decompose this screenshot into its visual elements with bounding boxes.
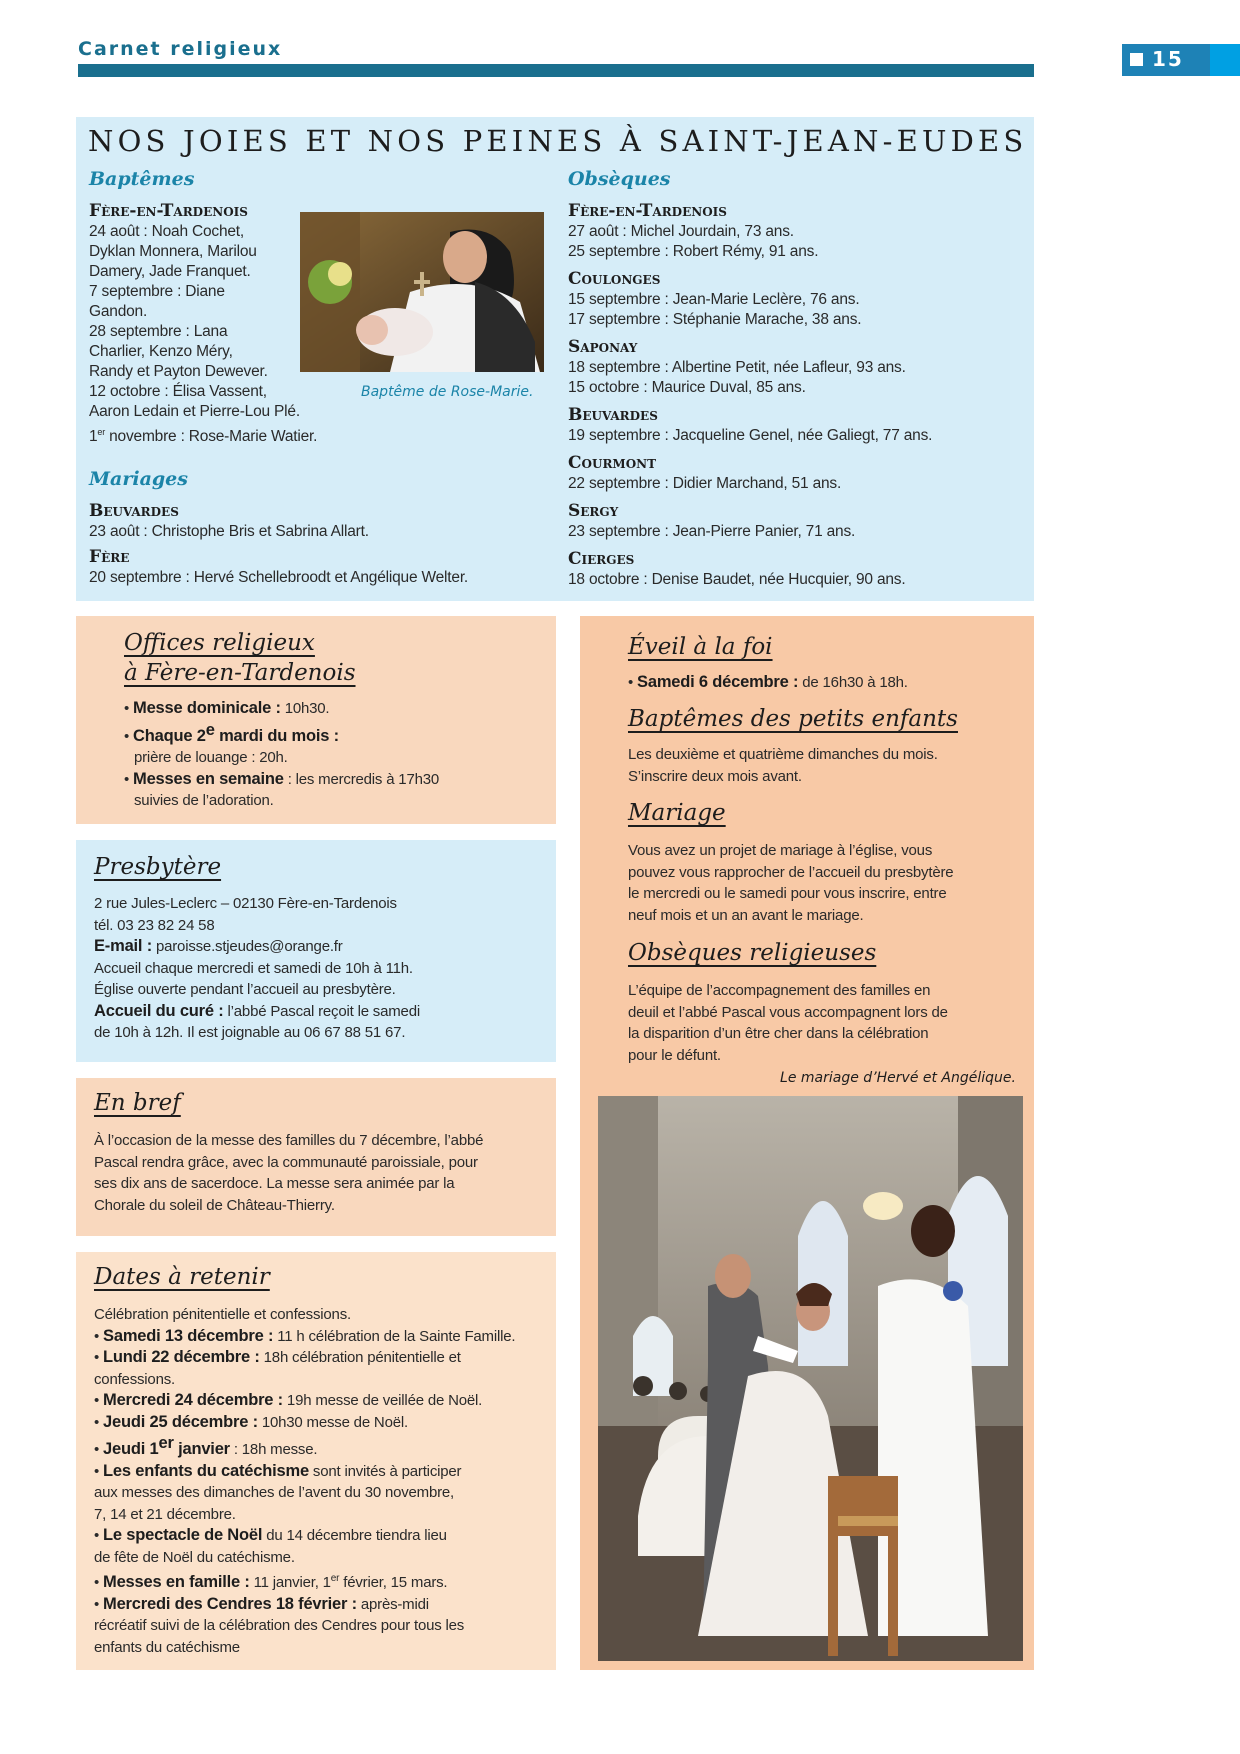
- baptemes-line: Damery, Jade Franquet.: [89, 263, 251, 280]
- baptemes-line: Randy et Payton Dewever.: [89, 363, 268, 380]
- obseques-place: Cierges: [568, 549, 635, 569]
- mariages-entry: 20 septembre : Hervé Schellebroodt et Angélique Welter.: [89, 569, 469, 586]
- dates-item: • Le spectacle de Noël du 14 décembre tiendra lieu: [94, 1526, 447, 1544]
- page-title: NOS JOIES ET NOS PEINES À SAINT-JEAN-EUDES: [88, 124, 1028, 158]
- obseques-entry: 15 septembre : Jean-Marie Leclère, 76 ans.: [568, 291, 860, 308]
- baptemes-line: 12 octobre : Élisa Vassent,: [89, 383, 267, 400]
- dates-item-detail: de fête de Noël du catéchisme.: [94, 1548, 295, 1566]
- mariage-text: Vous avez un projet de mariage à l’église, vous pouvez vous rapprocher de l’accueil du presbytère le mercredi ou le samedi pour vous inscrire, entre neuf mois et un an avant le mariage.: [628, 842, 954, 924]
- dates-intro: Célébration pénitentielle et confessions.: [94, 1306, 351, 1323]
- dates-item: • Jeudi 1er janvier : 18h messe.: [94, 1434, 318, 1458]
- presbytere-tel: tél. 03 23 82 24 58: [94, 916, 215, 934]
- mariages-list: [89, 501, 509, 588]
- obseques-list: [568, 201, 1028, 590]
- obseques-entry: 25 septembre : Robert Rémy, 91 ans.: [568, 243, 819, 260]
- baptemes-enfants-heading: Baptêmes des petits enfants: [628, 706, 958, 732]
- obseques-place: Saponay: [568, 337, 638, 357]
- eveil-heading: Éveil à la foi: [628, 634, 773, 660]
- presbytere-accueil: Accueil chaque mercredi et samedi de 10h à 11h.: [94, 959, 413, 977]
- baptemes-line: Gandon.: [89, 303, 148, 320]
- dates-item-detail: 7, 14 et 21 décembre.: [94, 1505, 236, 1523]
- page-number-badge: [1122, 44, 1240, 76]
- offices-item-detail: suivies de l’adoration.: [134, 792, 274, 809]
- obseques-entry: 17 septembre : Stéphanie Marache, 38 ans.: [568, 311, 862, 328]
- presbytere-cure-detail: de 10h à 12h. Il est joignable au 06 67 88 51 67.: [94, 1024, 406, 1041]
- dates-item: • Lundi 22 décembre : 18h célébration pénitentielle et: [94, 1348, 461, 1366]
- obseques-religieuses-text: L’équipe de l’accompagnement des familles en deuil et l’abbé Pascal vous accompagnent lors de la disparition d’un être cher dans la célébration pour le défunt.: [628, 982, 948, 1064]
- baptism-photo: [300, 212, 544, 372]
- square-icon: [1130, 53, 1143, 66]
- baptemes-line: 24 août : Noah Cochet,: [89, 223, 245, 240]
- presbytere-details: [94, 893, 549, 1044]
- mariage-heading: Mariage: [628, 800, 726, 826]
- dates-item-detail: récréatif suivi de la célébration des Cendres pour tous les: [94, 1617, 465, 1634]
- dates-box: [76, 1252, 556, 1670]
- baptemes-line: Aaron Ledain et Pierre-Lou Plé.: [89, 403, 300, 420]
- presbytere-eglise: Église ouverte pendant l’accueil au presbytère.: [94, 981, 396, 998]
- obseques-place: Fère-en-Tardenois: [568, 201, 727, 221]
- en-bref-box: [76, 1078, 556, 1236]
- offices-box: [76, 616, 556, 824]
- obseques-entry: 19 septembre : Jacqueline Genel, née Galiegt, 77 ans.: [568, 427, 933, 444]
- wedding-photo: [598, 1096, 1023, 1661]
- obseques-place: Courmont: [568, 453, 657, 473]
- baptemes-line: 7 septembre : Diane: [89, 283, 225, 300]
- offices-item-detail: prière de louange : 20h.: [134, 749, 288, 766]
- presbytere-email: E-mail : paroisse.stjeudes@orange.fr: [94, 937, 343, 955]
- presbytere-heading: Presbytère: [94, 854, 222, 880]
- page-number-stripe: [1210, 44, 1240, 76]
- obseques-place: Coulonges: [568, 269, 661, 289]
- obseques-entry: 18 septembre : Albertine Petit, née Lafleur, 93 ans.: [568, 359, 906, 376]
- header-rule: [78, 64, 1034, 77]
- dates-item-detail: aux messes des dimanches de l’avent du 30 novembre,: [94, 1484, 455, 1501]
- dates-item: • Samedi 13 décembre : 11 h célébration de la Sainte Famille.: [94, 1326, 516, 1345]
- obseques-entry: 23 septembre : Jean-Pierre Panier, 71 ans.: [568, 523, 856, 540]
- dates-heading: Dates à retenir: [94, 1264, 270, 1290]
- obseques-entry: 27 août : Michel Jourdain, 73 ans.: [568, 223, 794, 240]
- presbytere-box: [76, 840, 556, 1062]
- offices-item: • Messe dominicale : 10h30.: [124, 699, 330, 717]
- obseques-place: Beuvardes: [568, 405, 658, 425]
- baptemes-heading: Baptêmes: [89, 168, 195, 190]
- dates-list: [94, 1304, 552, 1658]
- dates-item: • Mercredi 24 décembre : 19h messe de veillée de Noël.: [94, 1391, 483, 1409]
- baptemes-enfants-text: Les deuxième et quatrième dimanches du mois. S’inscrire deux mois avant.: [628, 746, 938, 785]
- offices-item: • Chaque 2e mardi du mois :: [124, 720, 339, 745]
- obseques-entry: 18 octobre : Denise Baudet, née Hucquier, 90 ans.: [568, 571, 906, 588]
- presbytere-address: 2 rue Jules-Leclerc – 02130 Fère-en-Tardenois: [94, 895, 397, 912]
- baptemes-line: Dyklan Monnera, Marilou: [89, 243, 257, 260]
- baptemes-place: Fère-en-Tardenois: [89, 201, 248, 221]
- dates-item-detail: enfants du catéchisme: [94, 1638, 240, 1656]
- eveil-item: • Samedi 6 décembre : de 16h30 à 18h.: [628, 673, 908, 691]
- mariages-place: Beuvardes: [89, 501, 179, 521]
- presbytere-cure: Accueil du curé : l’abbé Pascal reçoit le samedi: [94, 1001, 420, 1020]
- baptemes-line: Charlier, Kenzo Méry,: [89, 343, 233, 360]
- baptemes-list: [89, 222, 318, 447]
- offices-heading: Offices religieux à Fère-en-Tardenois: [124, 630, 356, 686]
- en-bref-heading: En bref: [94, 1090, 181, 1116]
- dates-item: • Les enfants du catéchisme sont invités à participer: [94, 1461, 462, 1480]
- obseques-entry: 15 octobre : Maurice Duval, 85 ans.: [568, 379, 806, 396]
- baptemes-line: 28 septembre : Lana: [89, 323, 228, 340]
- baptemes-line: 1er novembre : Rose-Marie Watier.: [89, 427, 318, 446]
- obseques-religieuses-heading: Obsèques religieuses: [628, 940, 877, 966]
- dates-item: • Jeudi 25 décembre : 10h30 messe de Noël.: [94, 1412, 408, 1431]
- dates-item: • Mercredi des Cendres 18 février : après-midi: [94, 1594, 429, 1613]
- en-bref-text: À l’occasion de la messe des familles du 7 décembre, l’abbé Pascal rendra grâce, avec la communauté paroissiale, pour ses dix ans de sacerdoce. La messe sera animée par la Chorale du soleil de Château-Thierry.: [94, 1132, 484, 1214]
- obseques-entry: 22 septembre : Didier Marchand, 51 ans.: [568, 475, 842, 492]
- baptism-photo-caption: Baptême de Rose-Marie.: [361, 384, 534, 400]
- mariages-heading: Mariages: [89, 468, 188, 490]
- offices-item: • Messes en semaine : les mercredis à 17h30: [124, 769, 440, 788]
- offices-list: [124, 698, 544, 812]
- dates-item: • Messes en famille : 11 janvier, 1er février, 15 mars.: [94, 1573, 448, 1591]
- section-label: Carnet religieux: [78, 38, 283, 60]
- obseques-heading: Obsèques: [568, 168, 671, 190]
- page-number: 15: [1152, 47, 1184, 71]
- mariages-place: Fère: [89, 547, 130, 567]
- dates-item-detail: confessions.: [94, 1370, 175, 1388]
- obseques-place: Sergy: [568, 501, 619, 521]
- mariages-entry: 23 août : Christophe Bris et Sabrina Allart.: [89, 523, 369, 540]
- wedding-photo-caption: Le mariage d’Hervé et Angélique.: [780, 1070, 1016, 1086]
